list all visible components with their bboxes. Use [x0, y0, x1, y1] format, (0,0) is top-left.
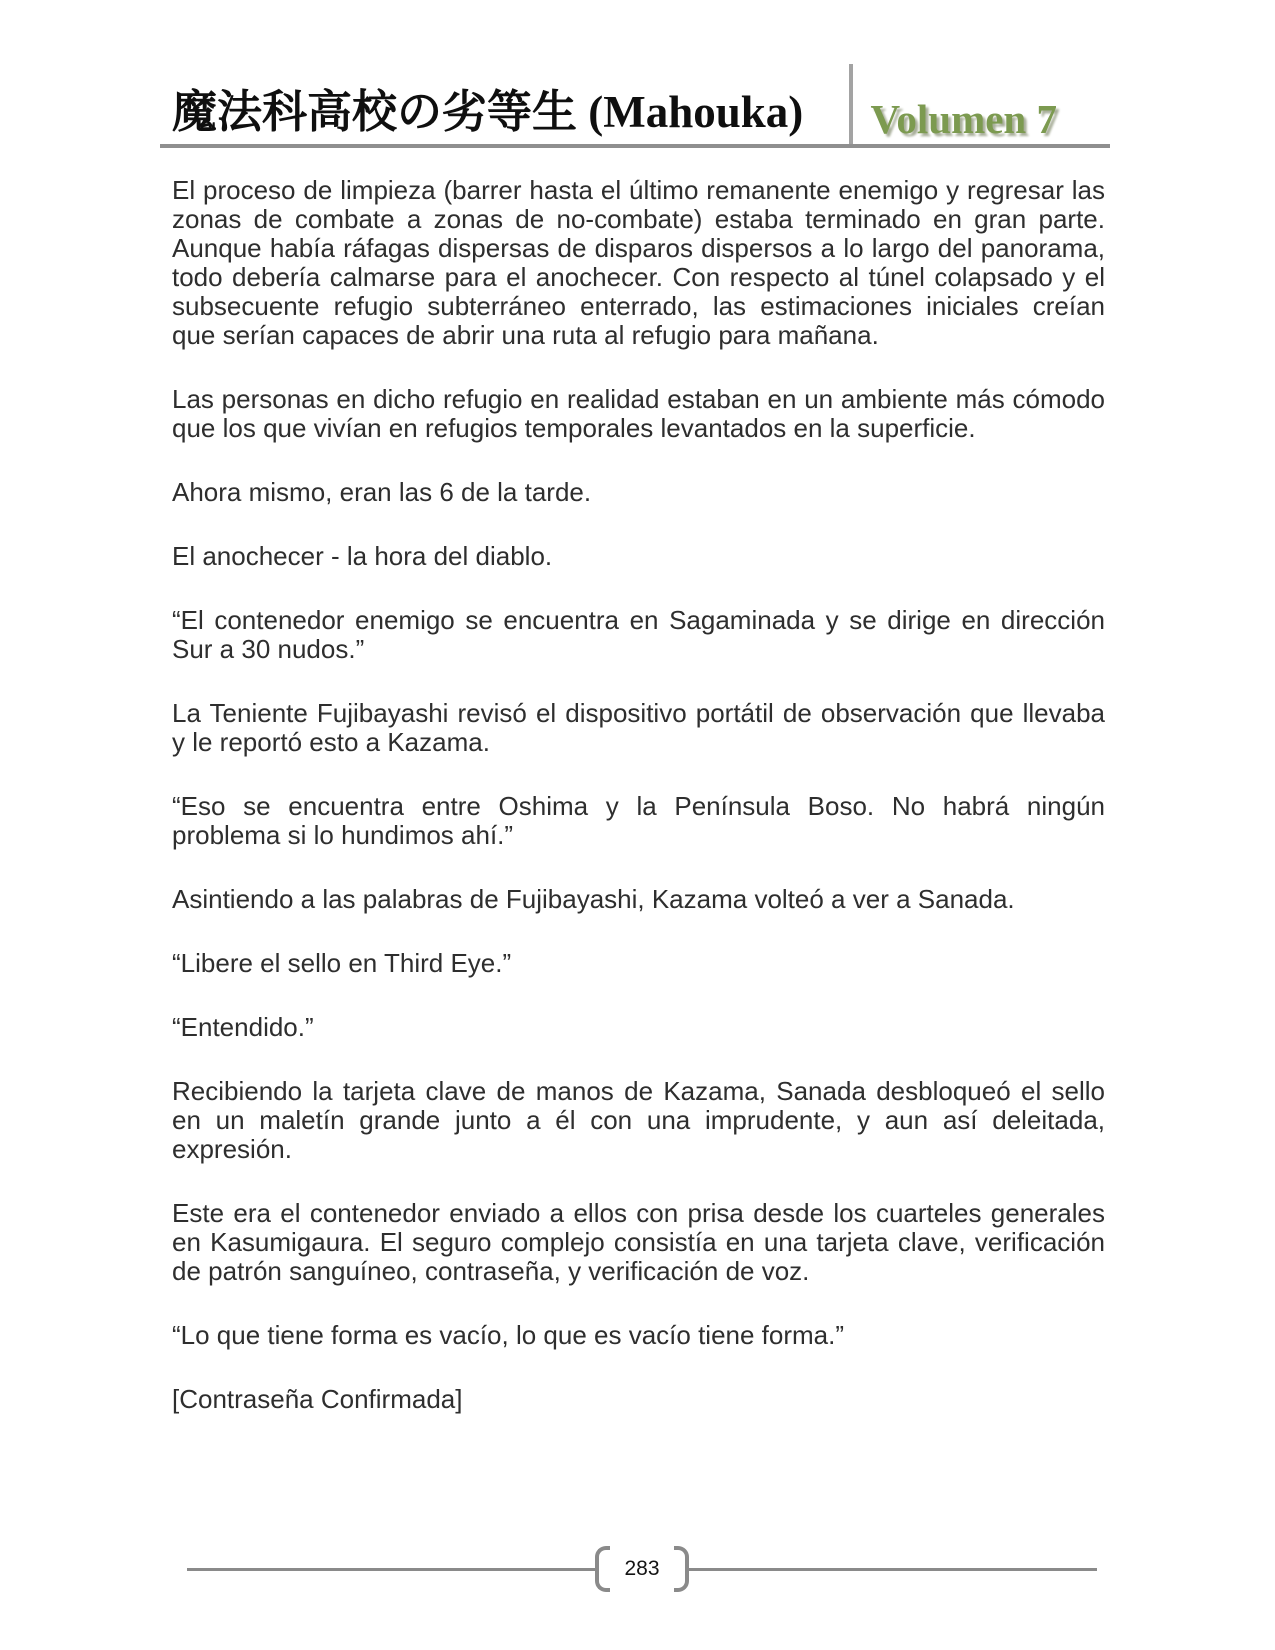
- paragraph: Este era el contenedor enviado a ellos con prisa desde los cuarteles generales en Kasumigaura. El seguro complejo consistía en una tarjeta clave, verificación de patrón sanguíneo, contraseña, y verificación de voz.: [172, 1198, 1105, 1286]
- paragraph: Recibiendo la tarjeta clave de manos de Kazama, Sanada desbloqueó el sello en un maletín grande junto a él con una imprudente, y aun así deleitada, expresión.: [172, 1076, 1105, 1164]
- book-title: 魔法科高校の劣等生 (Mahouka): [172, 87, 804, 137]
- page-number-bracket-right-icon: [674, 1546, 689, 1592]
- paragraph: El proceso de limpieza (barrer hasta el último remanente enemigo y regresar las zonas de combate a zonas de no-combate) estaba terminado en gran parte. Aunque había ráfagas dispersas de disparos dispersos a lo largo del panorama, todo debería calmarse para el anochecer. Con respecto al túnel colapsado y el subsecuente refugio subterráneo enterrado, las estimaciones iniciales creían que serían capaces de abrir una ruta al refugio para mañana.: [172, 175, 1105, 350]
- paragraph: “Lo que tiene forma es vacío, lo que es vacío tiene forma.”: [172, 1320, 845, 1350]
- footer-line-left: [187, 1568, 595, 1571]
- body-text: [172, 176, 1105, 1414]
- paragraph: Asintiendo a las palabras de Fujibayashi, Kazama volteó a ver a Sanada.: [172, 884, 1015, 914]
- paragraph: La Teniente Fujibayashi revisó el dispositivo portátil de observación que llevaba y le reportó esto a Kazama.: [172, 698, 1105, 757]
- page-header: [0, 64, 1275, 144]
- paragraph: El anochecer - la hora del diablo.: [172, 541, 553, 571]
- paragraph: Ahora mismo, eran las 6 de la tarde.: [172, 477, 592, 507]
- paragraph: [Contraseña Confirmada]: [172, 1384, 463, 1414]
- page-number-bracket-left-icon: [595, 1546, 610, 1592]
- header-rule: [160, 144, 1110, 148]
- header-divider: [849, 64, 853, 144]
- paragraph: Las personas en dicho refugio en realidad estaban en un ambiente más cómodo que los que vivían en refugios temporales levantados en la superficie.: [172, 384, 1105, 443]
- volume-label: Volumen 7: [870, 96, 1057, 142]
- paragraph: “El contenedor enemigo se encuentra en Sagaminada y se dirige en dirección Sur a 30 nudos.”: [172, 605, 1105, 664]
- page-footer: [187, 1545, 1097, 1593]
- paragraph: “Libere el sello en Third Eye.”: [172, 948, 512, 978]
- paragraph: “Entendido.”: [172, 1012, 314, 1042]
- footer-line-right: [689, 1568, 1097, 1571]
- page-number: 283: [624, 1557, 660, 1580]
- paragraph: “Eso se encuentra entre Oshima y la Península Boso. No habrá ningún problema si lo hundimos ahí.”: [172, 791, 1105, 850]
